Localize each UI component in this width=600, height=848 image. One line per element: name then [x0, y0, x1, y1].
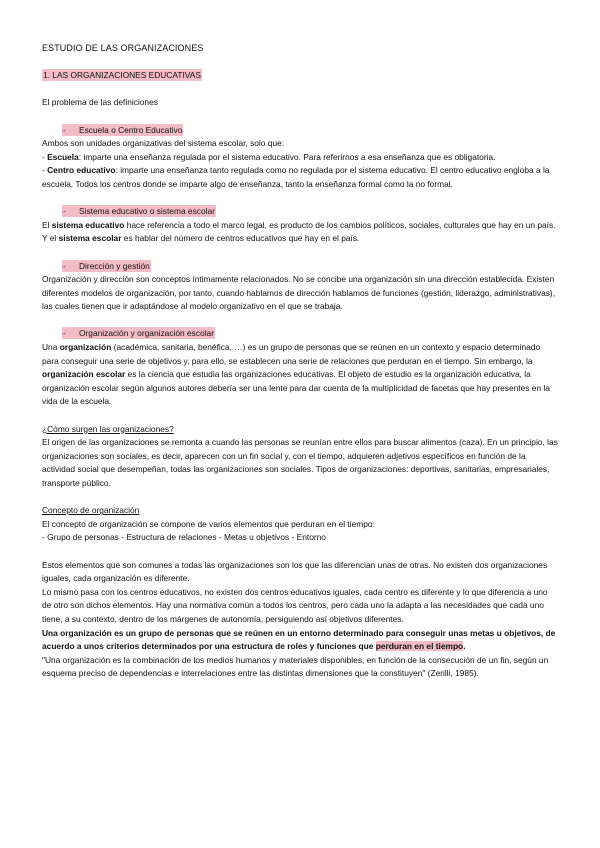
- subheading-direccion-label: - Dirección y gestión: [63, 260, 150, 271]
- subheading-escuela-label: - Escuela o Centro Educativo: [63, 124, 183, 135]
- subheading-organizacion: [62, 327, 558, 341]
- section-heading-1: [42, 69, 558, 83]
- subheading-concepto: Concepto de organización: [42, 505, 140, 516]
- section-heading-1-text: 1. LAS ORGANIZACIONES EDUCATIVAS: [43, 70, 201, 81]
- escuela-intro: Ambos son unidades organizativas del sistema escolar, solo que:: [42, 138, 285, 149]
- intro-subtitle: El problema de las definiciones: [42, 97, 158, 108]
- subheading-sistema-label: - Sistema educativo o sistema escolar: [63, 206, 215, 217]
- subheading-sistema: [62, 205, 558, 219]
- concepto-paragraph-2: Lo mismo pasa con los centros educativos, no existen dos centros educativos iguales, cada centro es diferente y lo que diferencia a uno de otro son dichos elementos. Hay una normativa común a todos los centros, pero cada uno la adapta a las necesidades que cada uno tiene, a su contexto, dentro de los márgenes de autonomía, persiguiendo así objetivos diferentes.: [42, 586, 548, 624]
- como-surgen-paragraph: El origen de las organizaciones se remonta a cuando las personas se reunían entre ellos para buscar alimentos (caza). En un principio, las organizaciones son sociales, es decir, aparecen con un fin social y, con el tiempo, adquieren adjetivos específicos en función de la actividad social que desempeñan, todas las organizaciones son sociales. Tipos de organizaciones: deportivas, sanitarias, empresariales, transporte público.: [42, 437, 558, 488]
- organization-definition: Una organización es un grupo de personas que se reúnen en un entorno determinado para conseguir unas metas u objetivos, de acuerdo a unos criterios determinados por una estructura de roles y funciones que perduran en el tiempo.: [42, 627, 556, 652]
- concepto-elements: - Grupo de personas - Estructura de relaciones - Metas u objetivos - Entorno: [42, 532, 326, 543]
- highlight-perduran: perduran en el tiempo: [375, 641, 464, 652]
- escuela-definition: - Escuela: imparte una enseñanza regulada por el sistema educativo. Para referirnos a esa enseñanza que es obligatoria.: [42, 151, 496, 162]
- subheading-escuela: [62, 124, 558, 138]
- subheading-como-surgen: ¿Cómo surgen las organizaciones?: [42, 423, 174, 434]
- sistema-paragraph: El sistema educativo hace referencia a todo el marco legal, es producto de los cambios políticos, sociales, culturales que hay en un país. Y el sistema escolar es hablar del número de centros educativos que hay en el país.: [42, 219, 556, 244]
- document-body: [42, 42, 558, 681]
- organizacion-paragraph: Una organización (académica, sanitaria, benéfica, …) es un grupo de personas que se reúnen en un contexto y espacio determinado para conseguir una serie de objetivos y, para ello, se establecen una serie de relaciones que perduran en el tiempo. Sin embargo, la organización escolar es la ciencia que estudia las organizaciones educativas. El objeto de estudio es la organización educativa, la organización escolar según algunos autores debería ser una lente para dar cuenta de la multiplicidad de facetas que hay presentes en la vida de la escuela.: [42, 342, 550, 407]
- subheading-direccion: [62, 260, 558, 274]
- document-title: ESTUDIO DE LAS ORGANIZACIONES: [42, 43, 204, 53]
- zerilli-quote: "Una organización es la combinación de los medios humanos y materiales disponibles, en función de la consecución de un fin, según un esquema preciso de dependencias e interrelaciones entre las distintas dimensiones que la constituyen" (Zerilli, 1985).: [42, 654, 549, 679]
- subheading-organizacion-label: - Organización y organización escolar: [63, 328, 215, 339]
- concepto-intro: El concepto de organización se compone de varios elementos que perduran en el tiempo:: [42, 518, 375, 529]
- centro-definition: - Centro educativo: imparte una enseñanza tanto regulada como no regulada por el sistema educativo. El centro educativo engloba a la escuela. Todos los centros donde se imparte algo de enseñanza, tanto la enseñanza formal como la no formal.: [42, 165, 550, 189]
- concepto-paragraph-1: Estos elementos que son comunes a todas las organizaciones son los que las diferencian unas de otras. No existen dos organizaciones iguales, cada organización es diferente.: [42, 559, 548, 584]
- direccion-paragraph: Organización y dirección son conceptos íntimamente relacionados. No se concibe una organización sin una dirección establecida. Existen diferentes modelos de organización, por tanto, cuando hablamos de dirección hablamos de funciones (gestión, liderazgo, administrativas), las cuales tienen que ir adaptándose al modelo organizativo en el que se trabaja.: [42, 274, 556, 312]
